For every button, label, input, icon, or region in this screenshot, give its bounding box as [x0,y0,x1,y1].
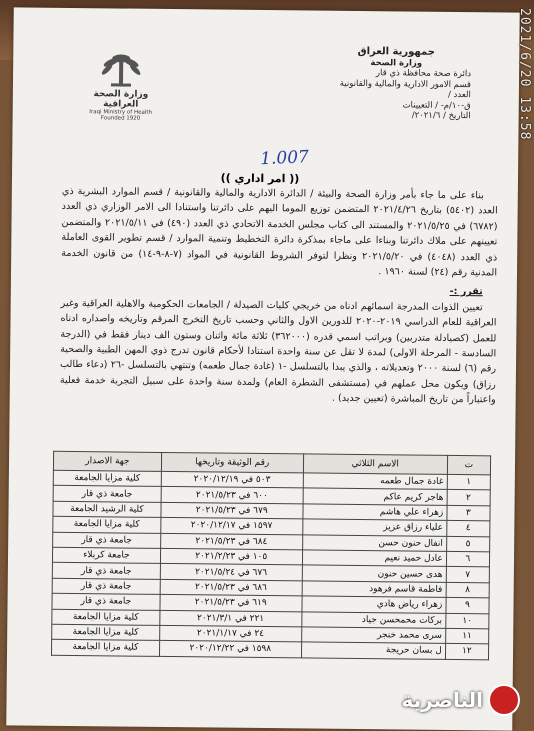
cell-issuer: جامعة ذي قار [52,578,160,595]
header-document: رقم الوثيقة وتاريخها [161,452,303,472]
cell-serial: ٤ [446,521,489,537]
cell-serial: ٢ [447,490,490,506]
letterhead [321,47,472,122]
cell-serial: ٩ [446,598,489,614]
header-ministry: وزارة الصحة [370,57,423,69]
ministry-logo [75,48,168,122]
watermark-text: الناصرية [401,688,483,712]
palm-tree-icon [98,48,144,88]
cell-issuer: جامعة ذي قار [52,593,160,610]
cell-name: انفال حنون حسن [302,534,446,551]
logo-founded-text: Founded 1920 [100,115,141,122]
cell-document: ٦٧٩ في ٢٠٢١/٥/٢٣ [161,502,303,519]
cell-serial: ٦ [446,551,489,567]
cell-name: هاجر كريم عاكم [303,488,447,505]
logo-english-text: Iraqi Ministry of Health [89,109,153,116]
cell-document: ١٥٩٧ في ٢٠٢٠/١٢/١٧ [161,518,303,535]
body-paragraph-2: تعيين الذوات المدرجة اسمائهم ادناه من خريجي كليات الصيدلة / الجامعات الحكومية والاهلية العراقية وغير العراقية للعام الدراسي ٢٠١٩-٢٠٢٠ للدورين الاول والثاني وحسب تاريخ التخرج المرقم وتاريخه واصداره ادناه للعمل (كصيادلة متدربين) وبراتب اسمي قدره (٣٦٢٠٠٠) ثلاثة مائة واثنان وستون الف دينار فقط في (الدرجة السادسة - المرحلة الاولى) لمدة لا تقل عن سنة واحدة استنادا لأحكام قانون تدرج ذوي المهن الطبية والصحية رقم (٦) لسنة ٢٠٠٠ وتعديلاته ، والذي يبدا بالتسلسل -١ (غادة جمال طعمه) وتنتهي بالتسلسل -٢٦ (دعاء طالب رزاق) ويكون محل عملهم في (مستشفى الشطرة العام) ولمدة سنة واحدة على سبيل التجربة خدمة فعلية واعتباراً من تاريخ المباشرة (تعيين جديد) . [59,297,497,406]
cell-name: عادل حميد نعيم [302,550,446,567]
cell-name: هدى حسين حنون [302,565,446,582]
cell-document: ٦١٩ في ٢٠٢١/٥/٢٣ [160,595,302,612]
cell-serial: ١ [447,474,490,490]
header-date: التاريخ / ٢٠٢١/٦/ [411,110,471,122]
cell-name: بركات محمحسن جياد [302,611,446,628]
header-reference: ق-١٠/م- / التعيينات [402,99,471,111]
cell-serial: ٥ [446,536,489,552]
header-department: قسم الامور الادارية والمالية والقانونية [339,78,472,90]
cell-name: غادة جمال طعمه [303,473,447,490]
header-directorate: دائرة صحة محافظة ذي قار [375,68,472,80]
cell-name: سرى محمد خنجر [301,627,445,644]
cell-issuer: كلية مزايا الجامعة [52,609,160,626]
cell-document: ٦٨٦ في ٢٠٢١/٥/٢٣ [160,579,302,596]
cell-issuer: جامعة ذي قار [53,486,161,503]
header-country: جمهورية العراق [357,45,436,58]
cell-serial: ١٠ [445,613,488,629]
cell-document: ٦٠٠ في ٢٠٢١/٥/٢٣ [161,487,303,504]
cell-name: زهراء رياض هادي [302,596,446,613]
cell-issuer: كلية مزايا الجامعة [52,624,160,641]
cell-serial: ٣ [447,505,490,521]
cell-serial: ٨ [446,582,489,598]
header-number: العدد / [447,89,471,101]
cell-document: ٦٧٦ في ٢٠٢١/٥/٢٤ [160,564,302,581]
channel-logo-icon [488,684,520,716]
photo-timestamp: 2021/6/20 13:58 [517,8,532,141]
table-body [51,470,490,659]
cell-name: ل بسان حريجة [301,642,445,659]
cell-serial: ١٢ [445,644,488,660]
cell-issuer: جامعة ذي قار [52,563,160,580]
cell-name: فاطمة قاسم فرهود [302,581,446,598]
document-page [6,7,519,730]
cell-issuer: كلية مزايا الجامعة [51,640,159,657]
handwritten-number: 1.007 [259,147,310,170]
cell-document: ٢٢١ في ٢٠٢١/٣/١ [160,610,302,627]
cell-issuer: جامعة كربلاء [52,547,160,564]
cell-serial: ١١ [445,628,488,644]
cell-name: زهراء علي هاشم [303,504,447,521]
channel-watermark [402,684,520,716]
cell-issuer: كلية مزايا الجامعة [53,470,161,487]
appointees-table [51,451,491,660]
cell-document: ٢٤ في ٢٠٢١/١/١٧ [159,625,301,642]
decision-heading: تقرر :- [449,286,483,298]
cell-serial: ٧ [446,567,489,583]
body-paragraph-1: بناء على ما جاء بأمر وزارة الصحة والبيئة / الدائرة الادارية والمالية والقانونية / قسم الموارد البشرية ذي العدد (٥٤٠٢) بتاريخ ٢٠٢١/٤/٢٦ المتضمن توزيع الموما اليهم على دائرتنا واستنادا الى الامر الوزاري ذي العدد (٦٧٨٢) في ٢٠٢١/٥/٢٥ والمستند الى كتاب مجلس الخدمة الاتحادي ذي العدد (٤٩٠) في ٢٠٢١/٥/١١ والمتضمن تعيينهم على ملاك دائرتنا وبناءا على ماجاء بمذكرة دائرة التخطيط وتنمية الموارد / قسم تطوير القوى العاملة ذي العدد (٤٠٤٨) في ٢٠٢١/٥/٢٠ ونظرا لتوفر الشروط القانونية في المواد (٧-٨-٩-١٤) من قانون الخدمة المدنية رقم (٢٤) لسنة ١٩٦٠ . [61,185,498,279]
cell-issuer: جامعة ذي قار [53,532,161,549]
header-name: الاسم الثلاثي [303,454,447,475]
table-row [51,640,488,660]
header-serial: ت [447,455,490,474]
cell-document: ١٠٥ في ٢٠٢١/٢/٢٣ [160,548,302,565]
header-issuer: جهة الاصدار [53,451,161,471]
cell-document: ٥٠٣ في ٢٠٢٠/١٢/١٩ [161,471,303,488]
cell-document: ١٥٩٨ في ٢٠٢٠/١٢/٢٢ [159,641,301,658]
logo-arabic-text: وزارة الصحة العراقية [93,89,149,110]
cell-document: ٦٨٤ في ٢٠٢١/٥/٢٣ [160,533,302,550]
cell-issuer: كلية الرشيد الجامعة [53,501,161,518]
cell-name: علياء رزاق عزيز [302,519,446,536]
document-body [60,184,498,410]
cell-issuer: كلية مزايا الجامعة [53,516,161,533]
document-title: (( امر اداري )) [220,171,300,186]
